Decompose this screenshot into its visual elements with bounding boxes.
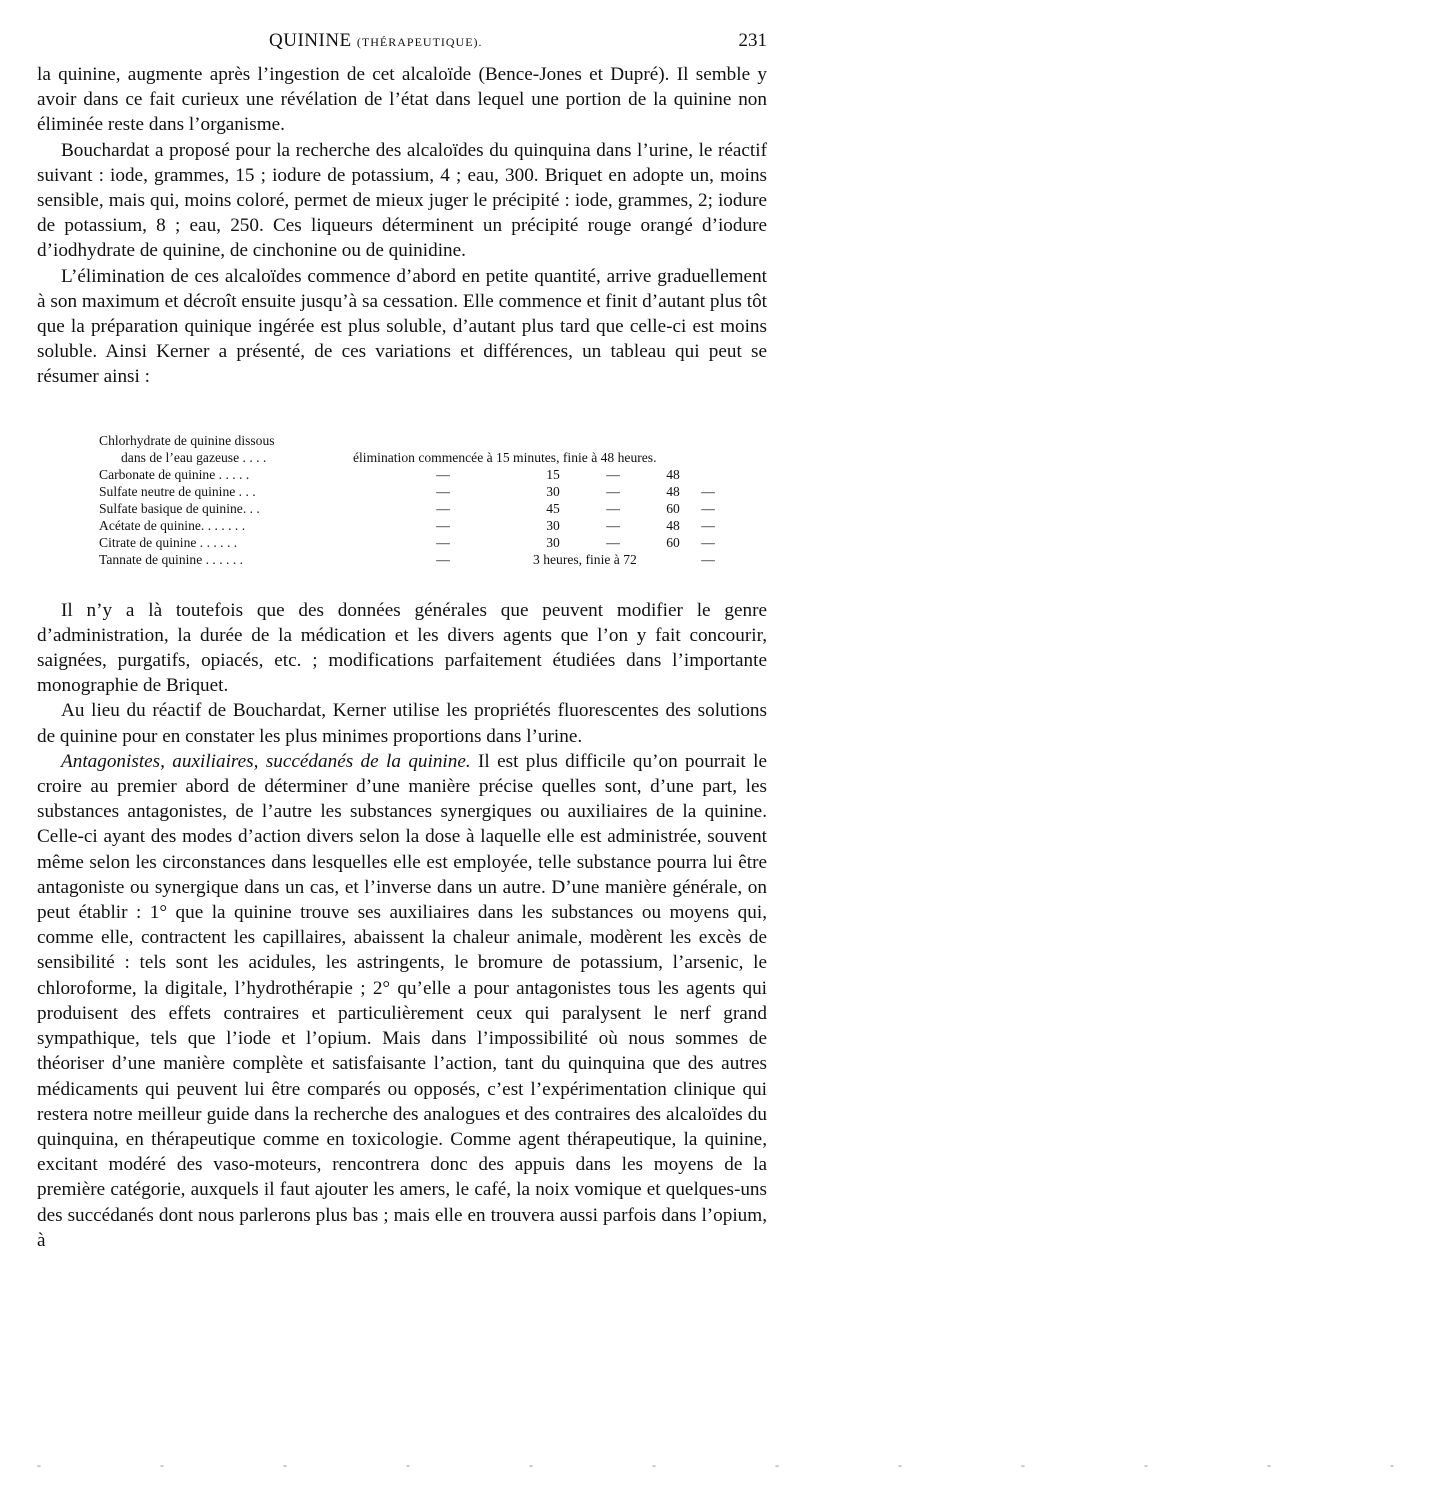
table-ditto-mark: [693, 466, 723, 483]
table-salt-cell: Carbonate de quinine . . . . .: [99, 466, 250, 482]
table-salt-cell: dans de l’eau gazeuse . . . .: [121, 449, 267, 465]
table-row: [99, 551, 723, 568]
table-row: [99, 449, 723, 466]
table-salt-cell: Citrate de quinine . . . . . .: [99, 534, 238, 550]
running-title-main: QUININE: [269, 30, 352, 51]
running-title: [269, 30, 483, 52]
table-ditto-mark: —: [436, 500, 450, 516]
table-salt-cell: Acétate de quinine. . . . . . .: [99, 517, 246, 533]
paragraph-general-data: Il n’y a là toutefois que des données générales que peuvent modifier le genre d’administration, la durée de la médication et les divers agents que l’on y fait concourir, saignées, purgatifs, opiacés, etc. ; modifications parfaitement étudiées dans l’importante monographie de Briquet.: [37, 599, 767, 697]
table-salt-cell: Sulfate neutre de quinine . . .: [99, 483, 256, 499]
table-end-value: 48: [666, 466, 680, 482]
table-end-value: 48: [666, 517, 680, 533]
table-ditto-mark: —: [606, 466, 620, 482]
table-row: [99, 500, 723, 517]
book-page: [37, 22, 767, 1253]
page-number: 231: [738, 30, 767, 51]
paragraph-bouchardat-reagent: Bouchardat a proposé pour la recherche des alcaloïdes du quinquina dans l’urine, le réactif suivant : iode, grammes, 15 ; iodure de potassium, 4 ; eau, 300. Briquet en adopte un, moins sensible, mais qui, moins coloré, permet de mieux juger le précipité : iode, grammes, 2; iodure de potassium, 8 ; eau, 250. Ces liqueurs déterminent un précipité rouge orangé d’iodure d’iodhydrate de quinine, de cinchonine ou de quinidine.: [37, 139, 767, 262]
table-ditto-mark: —: [606, 534, 620, 550]
section-heading-antagonists: Antagonistes, auxiliaires, succédanés de la quinine.: [61, 750, 471, 772]
table-ditto-mark: —: [606, 500, 620, 516]
table-ditto-mark: —: [701, 534, 715, 550]
table-start-value: 30: [546, 483, 560, 499]
running-header: [37, 22, 767, 62]
table-ditto-mark: —: [436, 517, 450, 533]
table-start-value: 45: [546, 500, 560, 516]
table-ditto-mark: —: [701, 517, 715, 533]
paragraph-kerner-fluorescence: Au lieu du réactif de Bouchardat, Kerner utilise les propriétés fluorescentes des solutions de quinine pour en constater les plus minimes proportions dans l’urine.: [37, 700, 767, 747]
table-ditto-mark: —: [436, 483, 450, 499]
table-end-value: 48: [666, 483, 680, 499]
table-end-value: 60: [666, 534, 680, 550]
table-salt-cell: Tannate de quinine . . . . . .: [99, 551, 244, 567]
table-row: [99, 517, 723, 534]
table-ditto-mark: —: [606, 483, 620, 499]
table-row: [99, 483, 723, 500]
paragraph-antagonists: [37, 749, 767, 1253]
table-first-row-text: élimination commencée à 15 minutes, finie à 48 heures.: [353, 449, 657, 465]
paragraph-elimination: L’élimination de ces alcaloïdes commence d’abord en petite quantité, arrive graduellement à son maximum et décroît ensuite jusqu’à sa cessation. Elle commence et finit d’autant plus tôt que la préparation quinique ingérée est plus soluble, d’autant plus tard que celle-ci est moins soluble. Ainsi Kerner a présenté, de ces variations et différences, un tableau qui peut se résumer ainsi :: [37, 265, 767, 388]
table-row: [99, 466, 723, 483]
table-start-value: 30: [546, 517, 560, 533]
paragraph-antagonists-body: Il est plus difficile qu’on pourrait le croire au premier abord de déterminer d’une manière précise quelles sont, d’une part, les substances antagonistes, de l’autre les substances synergiques ou auxiliaires de la quinine. Celle-ci ayant des modes d’action divers selon la dose à laquelle elle est administrée, souvent même selon les circonstances dans lesquelles elle est employée, telle substance pourra lui être antagoniste ou synergique dans un cas, et l’inverse dans un autre. D’une manière générale, on peut établir : 1° que la quinine trouve ses auxiliaires dans les substances ou moyens qui, comme elle, contractent les capillaires, abaissent la chaleur animale, modèrent les excès de sensibilité : tels sont les acidules, les astringents, le bromure de potassium, l’arsenic, le chloroforme, la digitale, l’hydrothérapie ; 2° qu’elle a pour antagonistes tous les agents qui produisent des effets contraires et particulièrement ceux qui paralysent le nerf grand sympathique, tels que l’iode et l’opium. Mais dans l’impossibilité où nous sommes de théoriser d’une manière complète et satisfaisante l’action, tant du quinquina que des autres médicaments qui peuvent lui être comparés ou opposés, c’est l’expérimentation clinique qui restera notre meilleur guide dans la recherche des analogues et des contraires des alcaloïdes du quinquina, en thérapeutique comme en toxicologie. Comme agent thérapeutique, la quinine, excitant modéré des vaso-moteurs, rencontrera donc des appuis dans les moyens de la première catégorie, auxquels il faut ajouter les amers, le café, la noix vomique et quelques-uns des succédanés dont nous parlerons plus bas ; mais elle en trouvera aussi parfois dans l’opium, à: [37, 750, 767, 1251]
table-ditto-mark: —: [436, 466, 450, 482]
page-bottom-marks: - - - - - - - - - - - -: [37, 1458, 1452, 1472]
table-ditto-mark: —: [606, 517, 620, 533]
table-salt-cell: Sulfate basique de quinine. . .: [99, 500, 260, 516]
table-ditto-mark: —: [701, 483, 715, 499]
table-first-line: Chlorhydrate de quinine dissous: [99, 432, 275, 448]
table-row: [99, 432, 723, 449]
running-title-subtitle: (THÉRAPEUTIQUE).: [356, 35, 483, 49]
table-ditto-mark: —: [701, 500, 715, 516]
table-row: [99, 534, 723, 551]
paragraph-continued: la quinine, augmente après l’ingestion de cet alcaloïde (Bence-Jones et Dupré). Il semble y avoir dans ce fait curieux une révélation de l’état dans lequel une portion de la quinine non éliminée reste dans l’organisme.: [37, 64, 767, 136]
table-ditto-mark: —: [436, 551, 450, 567]
table-start-value: 30: [546, 534, 560, 550]
table-last-row-text: 3 heures, finie à 72: [533, 551, 637, 567]
table-ditto-mark: —: [701, 551, 715, 567]
table-start-value: 15: [546, 466, 560, 482]
elimination-table: [99, 432, 723, 568]
table-ditto-mark: —: [436, 534, 450, 550]
table-end-value: 60: [666, 500, 680, 516]
